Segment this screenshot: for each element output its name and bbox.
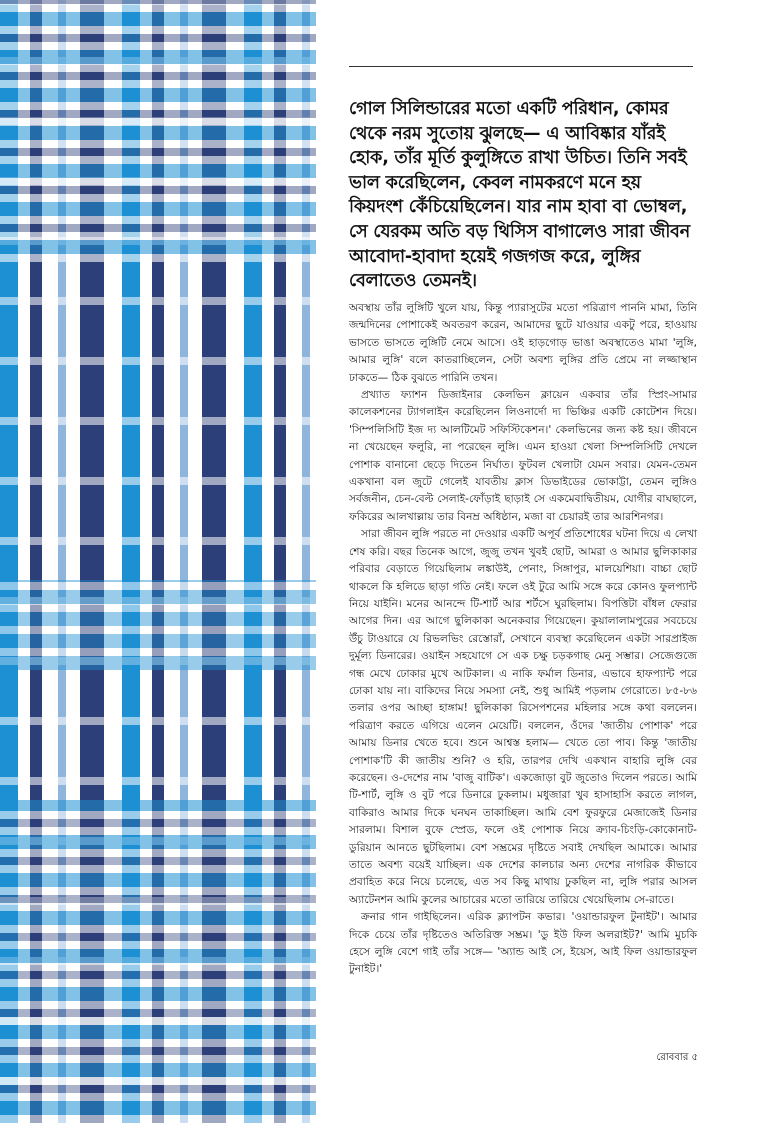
body-paragraph: ক্রনার গান গাইছিলেন। এরিক ক্ল্যাপটন কভার। 'ওয়ান্ডারফুল টুনাইট'। আমার দিকে চেয়ে তাঁর দৃষ্টিতেও অতিরিক্ত সম্ভ্রম। 'ডু ইউ ফিল অলরাইট?' আমি মুচকি হেসে লুঙ্গি বেশে গাই তাঁর সঙ্গে— 'অ্যান্ড আই সে, ইয়েস, আই ফিল ওয়ান্ডারফুল টুনাইট।' xyxy=(349,911,697,976)
page-footer: রোববার ৫ xyxy=(656,1052,698,1063)
body-paragraph: প্রখ্যাত ফ্যাশন ডিজাইনার কেলভিন ক্লায়েন একবার তাঁর স্প্রিং-সামার কালেকশনের ট্যাগলাইন করেছিলেন লিওনার্দো দ্য ভিঞ্চির একটি কোটেশন দিয়ে। 'সিম্পলিসিটি ইজ দ্য আলটিমেট সফিস্টিকেশন।' কেলভিনের জন্য কষ্ট হয়। জীবনে না খেয়েছেন ফলুরি, না পরেছেন লুঙ্গি। এমন হাওয়া খেলা সিম্পলিসিটি দেখলে পোশাক বানানো ছেড়ে দিতেন নির্ঘাত। ফুটবল খেলাটা যেমন সবার। যেমন-তেমন একখানা বল জুটে গেলেই যাবতীয় ক্লাস ডিভাইডের ভোকাট্টা, তেমন লুঙ্গিও সর্বজনীন, চেন-বেল্ট সেলাই-ফোঁড়াই ছাড়াই সে একমেবাদ্বিতীয়ম, যোগীর বাঘছালে, ফকিরের আলখাল্লায় তার বিনম্র অধিষ্ঠান, মজা বা চেয়ারই তার আরশিনগর। xyxy=(349,389,697,523)
pull-quote xyxy=(349,97,697,294)
top-divider-rule xyxy=(349,66,693,67)
fabric-check-band-top xyxy=(0,0,316,262)
lungi-fabric-image xyxy=(0,0,316,1123)
pull-quote-text: গোল সিলিন্ডারের মতো একটি পরিধান, কোমর থেকে নরম সুতোয় ঝুলছে— এ আবিষ্কার যাঁরই হোক, তাঁর মূর্তি কুলুঙ্গিতে রাখা উচিত। তিনি সবই ভাল করেছিলেন, কেবল নামকরণে মনে হয় কিয়দংশ কেঁচিয়েছিলেন। যার নাম হাবা বা ভোম্বল, সে যেরকম অতি বড় থিসিস বাগালেও সারা জীবন আবোদা-হাবাদা হয়েই গজগজ করে, লুঙ্গির বেলাতেও তেমনই। xyxy=(349,99,690,292)
fabric-check-band-bottom xyxy=(0,800,316,1123)
body-paragraph: অবস্থায় তাঁর লুঙ্গিটি খুলে যায়, কিন্তু প্যারাসুটের মতো পরিত্রাণ পাননি মামা, তিনি জন্মদিনের পোশাকেই অবতরণ করেন, আমাদের ছুটে যাওয়ার একটু পরে, হাওয়ায় ভাসতে ভাসতে লুঙ্গিটি নেমে আসে। ওই হাড়গোড় ভাঙা অবস্থাতেও মামা 'লুঙ্গি, আমার লুঙ্গি' বলে কাতরাচ্ছিলেন, সেটা অবশ্য লুঙ্গির প্রতি প্রেমে না লজ্জাস্থান ঢাকতে— ঠিক বুঝতে পারিনি তখন। xyxy=(349,302,697,384)
article-body xyxy=(349,300,697,979)
fabric-check-band-middle xyxy=(0,580,316,670)
body-paragraph: সারা জীবন লুঙ্গি পরতে না দেওয়ার একটি অপূর্ব প্রতিশোধের ঘটনা দিয়ে এ লেখা শেষ করি। বছর তিনেক আগে, জুজু তখন খুবই ছোট, আমরা ও আমার ছুলিকাকার পরিবার বেড়াতে গিয়েছিলাম লঙ্কাউই, পেনাং, সিঙ্গাপুর, মালয়েশিয়া। বাচ্চা ছোট থাকলে কি হলিডে ছাড়া গতি নেই। ফলে ওই টুরে আমি সঙ্গে করে কোনও ফুলপ্যান্ট নিয়ে যাইনি। মনের আনন্দে টি-শার্ট আর শর্টসে ঘুরছিলাম। বিপত্তিটা বাঁধল ফেরার আগের দিন। এর আগে ছুলিকাকা অনেকবার গিয়েছেন। কুয়ালালামপুরের সবচেয়ে উঁচু টাওয়ারে যে রিভলভিং রেস্তোরাঁ, সেখানে ব্যবস্থা করেছিলেন একটা সারপ্রাইজ দুর্মূল্য ডিনারের। ওয়াইন সহযোগে সে এক চক্ষু চড়কগাছ মেনু সম্ভার। সেজেগুজে গন্ধ মেখে ঢোকার মুখে আটকাল। এ নাকি ফর্মাল ডিনার, এভাবে হাফপ্যান্ট পরে ঢোকা যায় না। বাকিদের নিয়ে সমস্যা নেই, শুধু আমিই পড়লাম গেরোতে। ৮৫-৮৬ তলার ওপর আচ্ছা হাঙ্গাম! ছুলিকাকা রিসেপশনের মহিলার সঙ্গে কথা বললেন। পরিত্রাণ করতে এগিয়ে এলেন মেয়েটি। বললেন, ওঁদের 'জাতীয় পোশাক' পরে আমায় ডিনার খেতে হবে। শুনে আশ্বস্ত হলাম— খেতে তো পাব। কিন্তু 'জাতীয় পোশাক'টি কী জাতীয় শুনি? ও হরি, তারপর দেখি একখান বাহারি লুঙ্গি বের করেছেন। ও-দেশের নাম 'বাজু বাটিক'। একজোড়া বুট জুতোও দিলেন পরতে। আমি টি-শার্ট, লুঙ্গি ও বুট পরে ডিনারে ঢুকলাম। মধুজারা খুব হাসাহাসি করতে লাগল, বাকিরাও আমার দিকে ঘনঘন তাকাচ্ছিল। আমি বেশ ফুরফুরে মেজাজেই ডিনার সারলাম। বিশাল বুফে স্প্রেড, ফলে ওই পোশাক নিয়ে ক্র্যাব-চিংড়ি-কোকোনাট-ডুরিয়ান আনতে ছুটছিলাম। বেশ সম্ভ্রমের দৃষ্টিতে সবাই দেখছিল আমাকে। আমার তাতে অবশ্য বয়েই যাচ্ছিল। এক দেশের কালচার অন্য দেশের নাগরিক কীভাবে প্রবাহিত করে নিয়ে চলেছে, এত সব কিছু মাথায় ঢুকছিল না, লুঙ্গি পরার আসল অ্যাটেনশন আমি কুলের আচারের মতো তারিয়ে তারিয়ে খেয়েছিলাম সে-রাতে। xyxy=(349,528,697,906)
